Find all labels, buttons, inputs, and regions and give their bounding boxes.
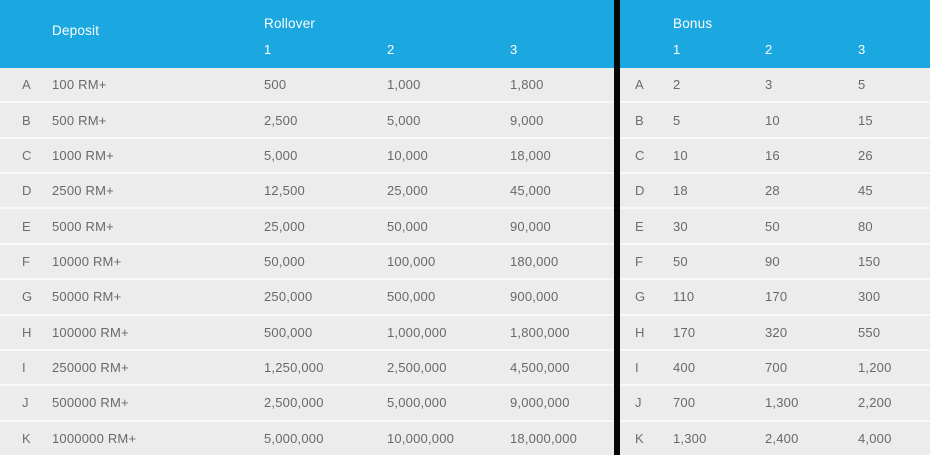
rollover-value-3: 900,000	[510, 289, 559, 305]
rollover-value-2: 10,000,000	[387, 430, 455, 446]
bonus-subheader-3: 3	[858, 42, 866, 57]
bonus-value-3: 80	[858, 218, 873, 234]
deposit-value: 1000 RM+	[52, 147, 114, 163]
table-row	[620, 172, 930, 207]
tier-label: C	[635, 147, 645, 163]
rollover-value-3: 180,000	[510, 253, 559, 269]
table-row	[620, 207, 930, 242]
tier-label: C	[22, 147, 32, 163]
table-row	[620, 243, 930, 278]
deposit-value: 10000 RM+	[52, 253, 122, 269]
bonus-table	[620, 0, 930, 455]
bonus-group-header: Bonus	[673, 16, 713, 31]
bonus-subheader-1: 1	[673, 42, 681, 57]
bonus-value-1: 10	[673, 147, 688, 163]
rollover-value-2: 1,000,000	[387, 324, 447, 340]
table-row	[0, 137, 614, 172]
tier-label: D	[635, 183, 645, 199]
rollover-value-3: 1,800,000	[510, 324, 570, 340]
rollover-subheader-2: 2	[387, 42, 395, 57]
rollover-table-body	[0, 68, 614, 455]
table-row	[620, 384, 930, 419]
bonus-value-3: 15	[858, 112, 873, 128]
tier-label: I	[635, 360, 639, 376]
rollover-value-1: 12,500	[264, 183, 305, 199]
rollover-value-2: 50,000	[387, 218, 428, 234]
bonus-value-2: 700	[765, 360, 788, 376]
table-row	[0, 384, 614, 419]
tier-label: H	[22, 324, 32, 340]
deposit-value: 50000 RM+	[52, 289, 122, 305]
rollover-value-3: 18,000,000	[510, 430, 578, 446]
table-row	[0, 349, 614, 384]
table-row	[620, 137, 930, 172]
deposit-value: 100 RM+	[52, 77, 107, 93]
bonus-value-2: 170	[765, 289, 788, 305]
bonus-value-2: 1,300	[765, 395, 799, 411]
table-row	[620, 420, 930, 455]
rollover-subheader-3: 3	[510, 42, 518, 57]
deposit-value: 250000 RM+	[52, 360, 129, 376]
table-row	[0, 278, 614, 313]
bonus-value-1: 30	[673, 218, 688, 234]
tier-label: E	[635, 218, 644, 234]
rollover-value-3: 4,500,000	[510, 360, 570, 376]
tier-label: K	[635, 430, 644, 446]
rollover-value-1: 1,250,000	[264, 360, 324, 376]
bonus-value-3: 4,000	[858, 430, 892, 446]
bonus-value-3: 5	[858, 77, 866, 93]
bonus-value-3: 550	[858, 324, 881, 340]
rollover-value-3: 45,000	[510, 183, 551, 199]
bonus-value-3: 2,200	[858, 395, 892, 411]
tier-label: H	[635, 324, 645, 340]
rollover-value-3: 9,000	[510, 112, 544, 128]
rollover-value-2: 5,000,000	[387, 395, 447, 411]
rollover-value-3: 1,800	[510, 77, 544, 93]
bonus-value-2: 50	[765, 218, 780, 234]
rollover-value-1: 250,000	[264, 289, 313, 305]
rollover-value-2: 1,000	[387, 77, 421, 93]
rollover-value-1: 2,500,000	[264, 395, 324, 411]
table-row	[0, 172, 614, 207]
tier-label: E	[22, 218, 31, 234]
rollover-value-1: 500,000	[264, 324, 313, 340]
tier-label: A	[635, 77, 644, 93]
table-row	[620, 314, 930, 349]
rollover-value-2: 25,000	[387, 183, 428, 199]
bonus-value-3: 26	[858, 147, 873, 163]
rollover-value-2: 500,000	[387, 289, 436, 305]
bonus-value-2: 28	[765, 183, 780, 199]
tier-label: J	[635, 395, 642, 411]
bonus-value-3: 45	[858, 183, 873, 199]
bonus-value-1: 700	[673, 395, 696, 411]
rollover-group-header: Rollover	[264, 16, 316, 31]
tier-label: I	[22, 360, 26, 376]
bonus-value-2: 90	[765, 253, 780, 269]
rollover-value-3: 90,000	[510, 218, 551, 234]
bonus-value-2: 2,400	[765, 430, 799, 446]
rollover-value-3: 18,000	[510, 147, 551, 163]
tier-label: G	[635, 289, 646, 305]
bonus-value-1: 5	[673, 112, 681, 128]
rollover-value-2: 2,500,000	[387, 360, 447, 376]
tier-label: K	[22, 430, 31, 446]
bonus-value-3: 1,200	[858, 360, 892, 376]
table-row	[620, 349, 930, 384]
deposit-value: 5000 RM+	[52, 218, 114, 234]
bonus-value-1: 110	[673, 289, 695, 305]
rollover-table-header	[0, 0, 614, 68]
bonus-value-2: 320	[765, 324, 788, 340]
table-row	[0, 420, 614, 455]
rollover-value-1: 25,000	[264, 218, 305, 234]
bonus-value-1: 2	[673, 77, 681, 93]
rollover-value-2: 10,000	[387, 147, 428, 163]
deposit-value: 100000 RM+	[52, 324, 129, 340]
table-row	[0, 314, 614, 349]
tier-label: A	[22, 77, 31, 93]
rollover-value-3: 9,000,000	[510, 395, 570, 411]
bonus-value-3: 150	[858, 253, 881, 269]
bonus-value-2: 3	[765, 77, 773, 93]
bonus-value-2: 10	[765, 112, 780, 128]
bonus-table-body	[620, 68, 930, 455]
rollover-value-2: 5,000	[387, 112, 421, 128]
table-row	[0, 207, 614, 242]
bonus-subheader-2: 2	[765, 42, 773, 57]
bonus-value-1: 400	[673, 360, 696, 376]
deposit-value: 1000000 RM+	[52, 430, 137, 446]
table-row	[620, 278, 930, 313]
table-row	[0, 68, 614, 101]
deposit-value: 500000 RM+	[52, 395, 129, 411]
bonus-value-1: 1,300	[673, 430, 707, 446]
tier-label: F	[635, 253, 644, 269]
tier-label: D	[22, 183, 32, 199]
bonus-value-1: 170	[673, 324, 696, 340]
tier-label: B	[635, 112, 644, 128]
rollover-value-1: 2,500	[264, 112, 298, 128]
bonus-value-2: 16	[765, 147, 780, 163]
deposit-column-header: Deposit	[52, 22, 100, 38]
table-row	[0, 243, 614, 278]
tier-label: F	[22, 253, 31, 269]
rollover-value-1: 5,000	[264, 147, 298, 163]
bonus-value-1: 50	[673, 253, 688, 269]
tier-label: B	[22, 112, 31, 128]
bonus-value-3: 300	[858, 289, 881, 305]
rollover-subheader-1: 1	[264, 42, 272, 57]
deposit-value: 500 RM+	[52, 112, 107, 128]
rollover-value-1: 50,000	[264, 253, 305, 269]
bonus-value-1: 18	[673, 183, 688, 199]
tier-label: J	[22, 395, 29, 411]
table-row	[620, 68, 930, 101]
table-row	[0, 101, 614, 136]
tier-label: G	[22, 289, 33, 305]
rollover-value-1: 5,000,000	[264, 430, 324, 446]
rollover-value-2: 100,000	[387, 253, 436, 269]
rollover-value-1: 500	[264, 77, 287, 93]
bonus-table-header	[620, 0, 930, 68]
deposit-value: 2500 RM+	[52, 183, 114, 199]
table-row	[620, 101, 930, 136]
